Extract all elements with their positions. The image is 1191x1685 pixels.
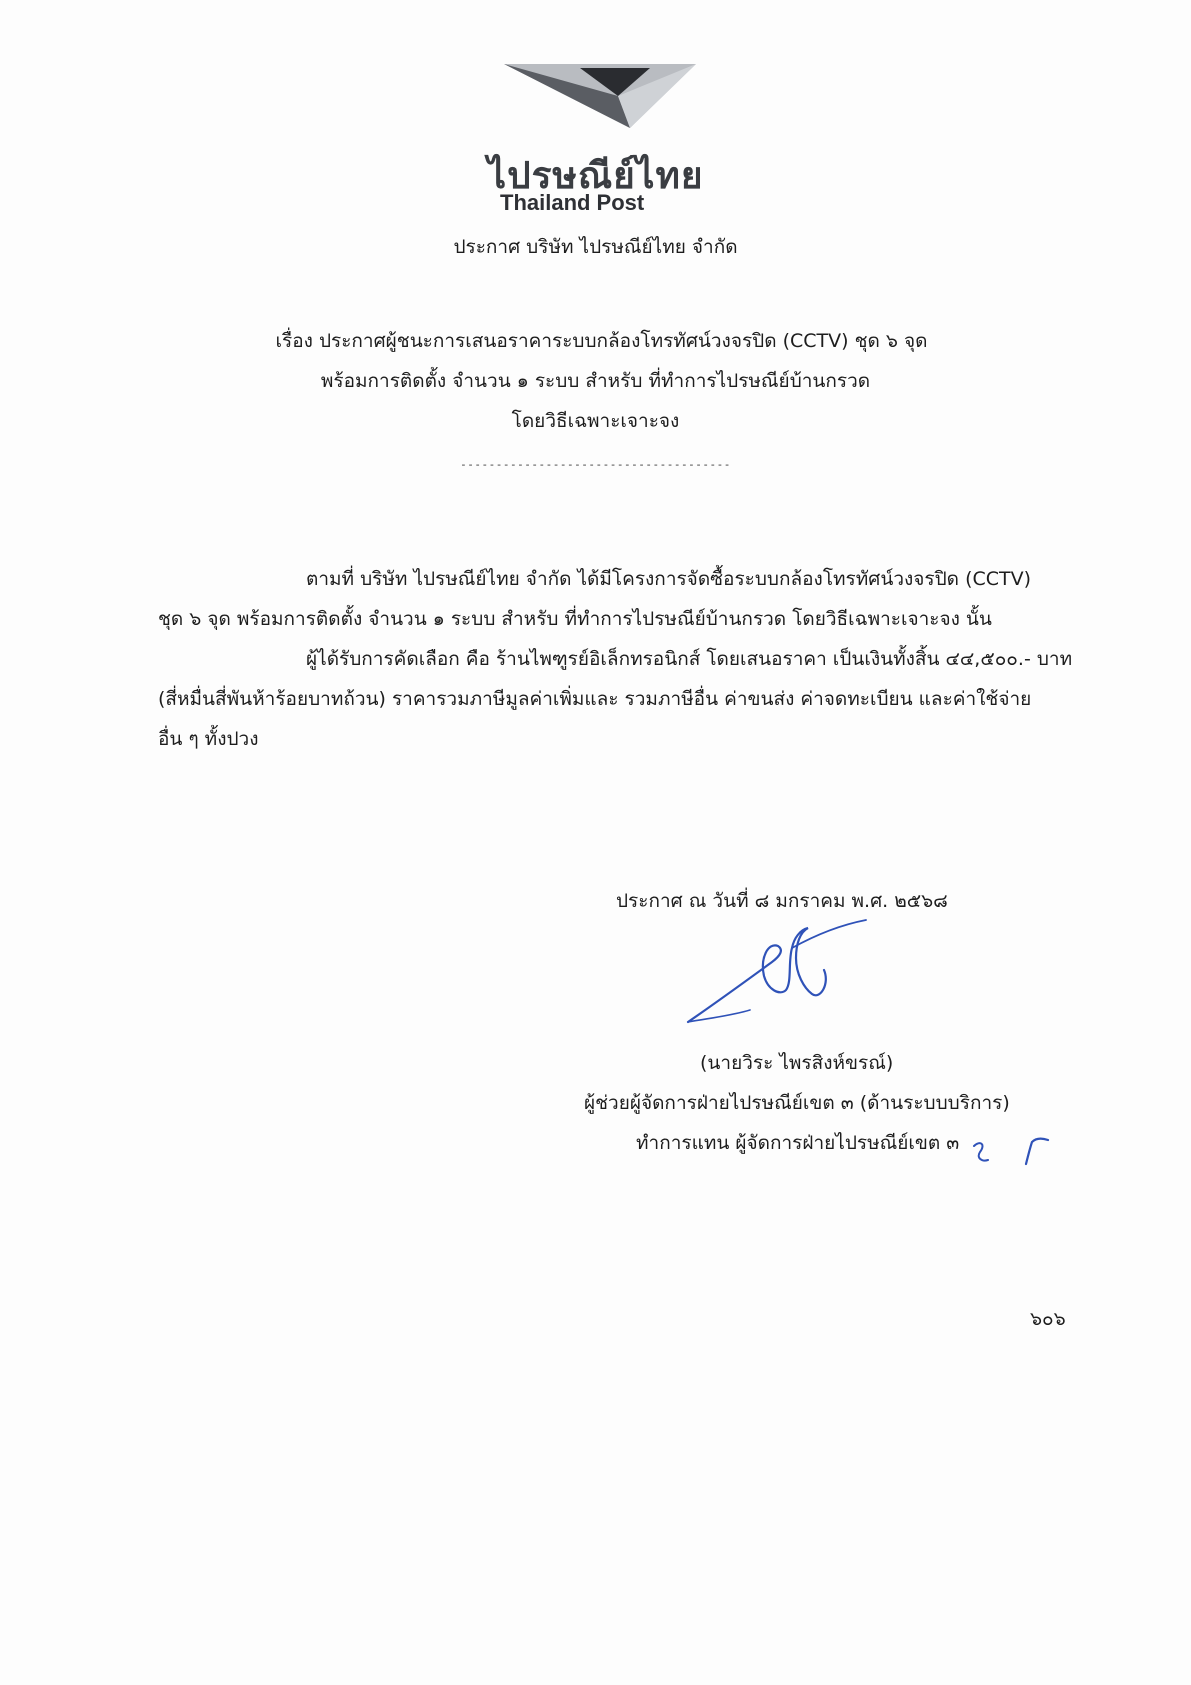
logo-english-name: Thailand Post: [500, 190, 645, 215]
signer-name: (นายวิระ ไพรสิงห์ขรณ์): [700, 1052, 894, 1074]
body-line: ตามที่ บริษัท ไปรษณีย์ไทย จำกัด ได้มีโครงการจัดซื้อระบบกล้องโทรทัศน์วงจรปิด (CCTV): [306, 568, 1032, 590]
subject-line: เรื่อง ประกาศผู้ชนะการเสนอราคาระบบกล้องโทรทัศน์วงจรปิด (CCTV) ชุด ๖ จุด: [275, 330, 928, 352]
initials-image: [962, 1130, 1052, 1170]
logo-thai-name: ไปรษณีย์ไทย: [487, 154, 704, 197]
announcement-date: ประกาศ ณ วันที่ ๘ มกราคม พ.ศ. ๒๕๖๘: [616, 890, 948, 912]
subject-block: [0, 326, 1191, 446]
acting-for: ทำการแทน ผู้จัดการฝ่ายไปรษณีย์เขต ๓: [636, 1132, 960, 1154]
subject-line: โดยวิธีเฉพาะเจาะจง: [511, 410, 680, 432]
thailand-post-logo-icon: [500, 60, 700, 136]
announcement-body: [158, 564, 1074, 764]
signer-title: ผู้ช่วยผู้จัดการฝ่ายไปรษณีย์เขต ๓ (ด้านระบบบริการ): [584, 1092, 1010, 1114]
body-line: ชุด ๖ จุด พร้อมการติดตั้ง จำนวน ๑ ระบบ สำหรับ ที่ทำการไปรษณีย์บ้านกรวด โดยวิธีเฉพาะเจาะจง นั้น: [158, 608, 992, 630]
separator-line: --------------------------------------: [460, 458, 731, 471]
signature-image: [680, 918, 870, 1028]
body-line: อื่น ๆ ทั้งปวง: [158, 728, 259, 750]
announcement-heading: ประกาศ บริษัท ไปรษณีย์ไทย จำกัด: [453, 236, 738, 258]
body-line: ผู้ได้รับการคัดเลือก คือ ร้านไพฑูรย์อิเล็กทรอนิกส์ โดยเสนอราคา เป็นเงินทั้งสิ้น ๔๔,๕๐๐.- บาท: [306, 648, 1073, 670]
page-number: ๖๐๖: [1030, 1308, 1066, 1330]
body-line: (สี่หมื่นสี่พันห้าร้อยบาทถ้วน) ราคารวมภาษีมูลค่าเพิ่มและ รวมภาษีอื่น ค่าขนส่ง ค่าจดทะเบียน และค่าใช้จ่าย: [158, 688, 1032, 710]
subject-line: พร้อมการติดตั้ง จำนวน ๑ ระบบ สำหรับ ที่ทำการไปรษณีย์บ้านกรวด: [320, 370, 871, 392]
